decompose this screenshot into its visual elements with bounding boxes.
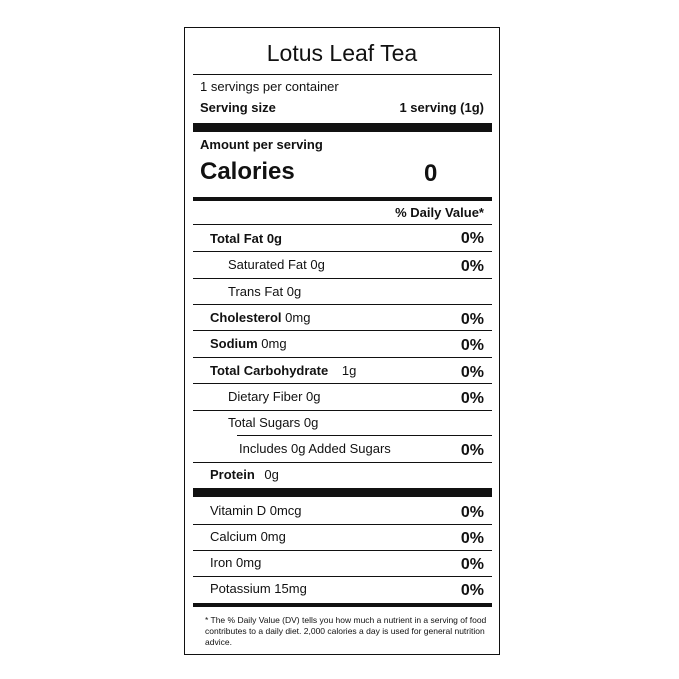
divider: [193, 524, 492, 525]
nutrient-amount: 1g: [341, 363, 357, 378]
nutrient-dv: 0%: [460, 442, 484, 459]
vitamin-row-vitamin-d: Vitamin D 0mcg: [210, 503, 302, 518]
serving-size-value: 1 serving (1g): [399, 100, 484, 115]
medium-divider: [193, 603, 492, 607]
divider: [193, 550, 492, 551]
nutrient-row-total-fat: [210, 231, 282, 246]
nutrient-dv: 0%: [460, 390, 484, 407]
nutrient-amount: 0g: [286, 284, 302, 299]
nutrient-row-cholesterol: [210, 310, 310, 325]
calories-value: 0: [424, 160, 438, 187]
divider: [193, 383, 492, 384]
servings-per-container: 1 servings per container: [200, 79, 339, 94]
nutrient-name: Sodium: [210, 336, 258, 351]
nutrient-amount: 0mg: [285, 310, 311, 325]
divider: [193, 462, 492, 463]
vitamin-dv: 0%: [460, 530, 484, 547]
nutrient-amount: 0g: [303, 415, 319, 430]
nutrient-name: Dietary Fiber: [228, 389, 303, 404]
nutrient-name: Includes 0g Added Sugars: [239, 441, 391, 456]
nutrient-dv: 0%: [460, 364, 484, 381]
nutrient-dv: 0%: [460, 311, 484, 328]
vitamin-dv: 0%: [460, 582, 484, 599]
divider: [193, 74, 492, 75]
medium-divider: [193, 197, 492, 201]
nutrient-name: Protein: [210, 467, 255, 482]
divider: [237, 435, 492, 436]
nutrient-row-sodium: [210, 336, 287, 351]
divider: [193, 576, 492, 577]
divider: [193, 251, 492, 252]
nutrient-amount: 0g: [266, 231, 282, 246]
divider: [193, 410, 492, 411]
nutrient-row-trans-fat: [228, 284, 301, 299]
vitamin-row-iron: Iron 0mg: [210, 555, 262, 570]
divider: [193, 224, 492, 225]
amount-per-serving: Amount per serving: [200, 137, 323, 152]
vitamin-dv: 0%: [460, 504, 484, 521]
nutrient-amount: 0g: [306, 389, 321, 404]
nutrient-row-total-carbohydrate: [210, 363, 356, 378]
product-title: Lotus Leaf Tea: [266, 40, 418, 66]
nutrient-row-added-sugars: [239, 441, 391, 456]
vitamin-row-calcium: Calcium 0mg: [210, 529, 286, 544]
nutrient-name: Trans Fat: [228, 284, 284, 299]
nutrient-dv: 0%: [460, 230, 484, 247]
divider: [193, 357, 492, 358]
nutrient-row-protein: [210, 467, 279, 482]
nutrient-row-saturated-fat: [228, 257, 325, 272]
daily-value-footnote: * The % Daily Value (DV) tells you how much a nutrient in a serving of food contributes to a daily diet. 2,000 calories a day is used for general nutrition advice.: [205, 615, 487, 647]
nutrient-name: Saturated Fat: [228, 257, 307, 272]
nutrient-amount: 0mg: [261, 336, 287, 351]
nutrient-amount: 0g: [310, 257, 325, 272]
nutrient-name: Cholesterol: [210, 310, 282, 325]
nutrient-amount: 0g: [264, 467, 279, 482]
nutrition-facts-label: [184, 27, 500, 655]
calories-label: Calories: [200, 158, 295, 185]
nutrient-row-dietary-fiber: [228, 389, 321, 404]
serving-size-label: Serving size: [200, 100, 276, 115]
divider: [193, 278, 492, 279]
nutrient-name: Total Fat: [210, 231, 264, 246]
daily-value-header: % Daily Value*: [395, 205, 484, 220]
divider: [193, 330, 492, 331]
nutrient-name: Total Carbohydrate: [210, 363, 329, 378]
nutrient-name: Total Sugars: [228, 415, 301, 430]
thick-divider: [193, 123, 492, 132]
vitamin-row-potassium: Potassium 15mg: [210, 581, 307, 596]
divider: [193, 304, 492, 305]
nutrient-row-total-sugars: [228, 415, 318, 430]
thick-divider: [193, 488, 492, 497]
nutrient-dv: 0%: [460, 258, 484, 275]
vitamin-dv: 0%: [460, 556, 484, 573]
nutrient-dv: 0%: [460, 337, 484, 354]
